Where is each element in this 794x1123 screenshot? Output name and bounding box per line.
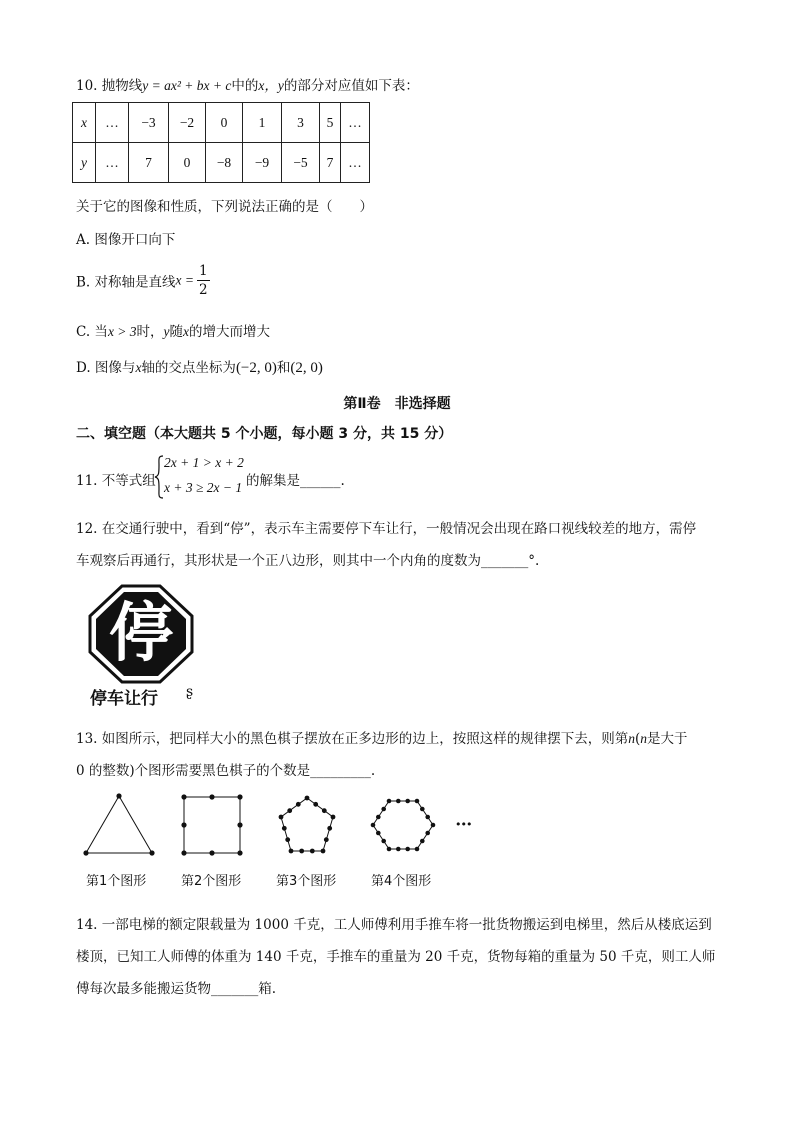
stop-sign-figure [86, 584, 206, 708]
triangle-figure [83, 793, 154, 855]
q10-option-b [76, 262, 210, 299]
option-text: B. 对称轴是直线 [76, 274, 176, 291]
section-title: 第Ⅱ卷 非选择题 [343, 396, 451, 412]
q10-option-c [76, 320, 270, 340]
table-cell: −3 [129, 103, 169, 143]
inequality-1: 2x + 1 > x + 2 [164, 455, 244, 470]
q14-line-1: 14. 一部电梯的额定限载量为 1000 千克，工人师傅利用手推车将一批货物搬运到电梯里，然后从楼底运到 [76, 917, 712, 933]
table-cell: 1 [243, 103, 282, 143]
q13-text: 13. 如图所示，把同样大小的黑色棋子摆放在正多边形的边上，按照这样的规律摆下去，则第 [76, 731, 629, 747]
option-math: x > 3 [107, 324, 137, 339]
pentagon-figure [279, 796, 336, 854]
q10-question: 关于它的图像和性质，下列说法正确的是（ ） [76, 199, 373, 215]
table-cell: −5 [282, 143, 320, 183]
table-cell: 5 [320, 103, 341, 143]
q14-line-3: 傅每次最多能搬运货物_______箱. [76, 981, 277, 997]
table-row-x [73, 103, 370, 143]
q13-text: ( [635, 731, 641, 747]
option-text: 时， [136, 324, 164, 340]
stop-sign-mark: ʂ [186, 684, 194, 700]
option-math: x [135, 360, 142, 375]
option-text: 轴的交点坐标为 [141, 360, 236, 376]
table-cell: 3 [282, 103, 320, 143]
figure-label-4: 第4个图形 [371, 874, 432, 889]
brace-icon [154, 455, 164, 499]
q14-line-2: 楼顶，已知工人师傅的体重为 140 千克，手推车的重量为 20 千克，货物每箱的重量为 50 千克，则工人师 [76, 949, 716, 965]
question-number: 10. [76, 78, 98, 94]
option-text: C. 当 [76, 324, 108, 340]
ellipsis-icon: ••• [455, 818, 472, 831]
option-text: 和 [276, 360, 291, 376]
option-text: D. 图像与 [76, 360, 136, 376]
q13-var: n [640, 731, 648, 746]
table-cell: … [341, 103, 370, 143]
inequality-2: x + 3 ≥ 2x − 1 [164, 480, 243, 495]
q13-line-2: 0 的整数)个图形需要黑色棋子的个数是_________. [76, 763, 376, 779]
option-math: (2, 0) [290, 360, 323, 376]
fraction-denominator: 2 [199, 282, 208, 298]
figure-label-2: 第2个图形 [181, 874, 242, 889]
table-cell: 0 [169, 143, 206, 183]
value-table [72, 102, 370, 183]
q10-text: 中的 [231, 78, 259, 94]
table-cell: y [73, 143, 96, 183]
table-cell: … [341, 143, 370, 183]
q10-vars: x，y [258, 78, 284, 93]
hexagon-figure [371, 799, 436, 852]
q10-option-d [76, 356, 323, 377]
option-text: 的增大而增大 [189, 324, 271, 340]
section-heading: 二、填空题（本大题共 5 个小题，每小题 3 分，共 15 分） [76, 426, 453, 442]
option-math: x [183, 324, 190, 339]
option-math: y [163, 324, 170, 339]
q10-stem [76, 74, 419, 94]
q13-var: n [628, 731, 636, 746]
q10-equation: y = ax² + bx + c [142, 78, 232, 93]
option-text: 随 [169, 324, 184, 340]
q10-text: 的部分对应值如下表： [283, 78, 419, 94]
table-cell: −8 [206, 143, 243, 183]
square-figure [181, 794, 242, 855]
q10-text: 抛物线 [101, 78, 143, 94]
table-cell: … [96, 103, 129, 143]
q12-line-1: 12. 在交通行驶中，看到“停”，表示车主需要停下车让行，一般情况会出现在路口视线较差的地方，需停 [76, 521, 697, 537]
stop-sign-char: 停 [109, 597, 173, 671]
q12-line-2: 车观察后再通行，其形状是一个正八边形，则其中一个内角的度数为_______°. [76, 553, 540, 569]
option-math: x = [175, 272, 194, 288]
table-cell: … [96, 143, 129, 183]
table-row-y [73, 143, 370, 183]
table-cell: −9 [243, 143, 282, 183]
table-cell: 7 [129, 143, 169, 183]
option-math: (−2, 0) [235, 360, 277, 376]
q11-prefix: 11. 不等式组 [76, 473, 156, 489]
q11-suffix: 的解集是______. [246, 473, 345, 489]
q13-text: 是大于 [647, 731, 688, 747]
polygon-pattern-figure [80, 792, 500, 862]
figure-label-3: 第3个图形 [276, 874, 337, 889]
table-cell: −2 [169, 103, 206, 143]
q13-line-1 [76, 727, 688, 747]
fraction-numerator: 1 [199, 263, 208, 279]
fraction [197, 262, 210, 299]
stop-sign-caption: 停车让行 [90, 689, 158, 709]
table-cell: 0 [206, 103, 243, 143]
table-cell: x [73, 103, 96, 143]
figure-label-1: 第1个图形 [86, 874, 147, 889]
table-cell: 7 [320, 143, 341, 183]
q10-option-a: A. 图像开口向下 [76, 232, 176, 248]
